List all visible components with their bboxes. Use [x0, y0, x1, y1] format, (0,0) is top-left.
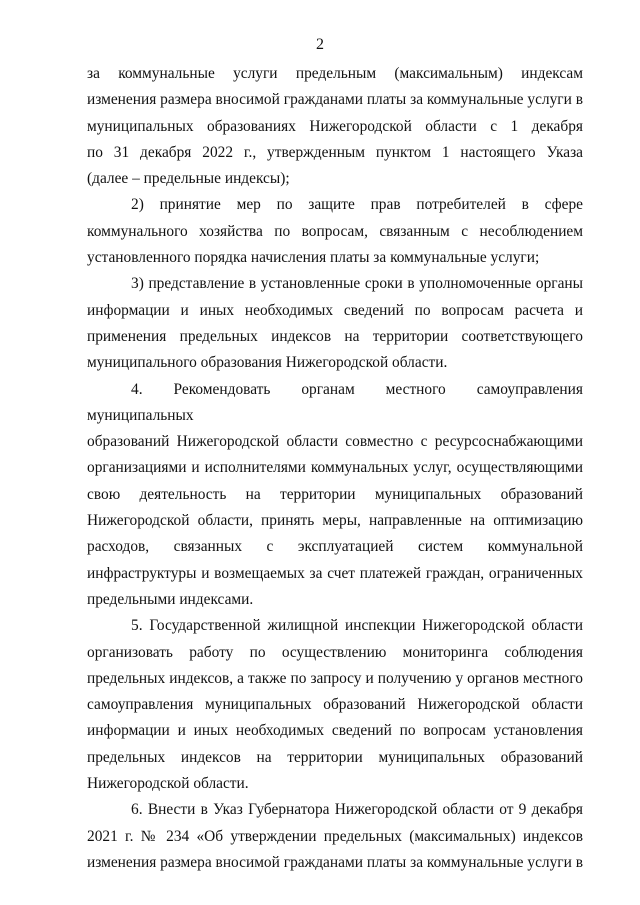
- text-line: свою деятельность на территории муниципальных образований: [87, 485, 583, 503]
- text-line: организовать работу по осуществлению мониторинга соблюдения: [87, 643, 583, 661]
- text-line: применения предельных индексов на территории соответствующего: [87, 327, 583, 345]
- text-line: образований Нижегородской области совместно с ресурсоснабжающими: [87, 433, 583, 451]
- text-line: по 31 декабря 2022 г., утвержденным пунктом 1 настоящего Указа: [87, 143, 583, 161]
- text-line: муниципальных образованиях Нижегородской области с 1 декабря: [87, 117, 583, 135]
- text-line: информации и иных необходимых сведений по вопросам расчета и: [87, 301, 583, 319]
- text-line: Нижегородской области.: [87, 775, 249, 793]
- text-line: изменения размера вносимой гражданами платы за коммунальные услуги в: [87, 91, 583, 109]
- text-line: 3) представление в установленные сроки в уполномоченные органы: [131, 275, 583, 293]
- text-line: изменения размера вносимой гражданами платы за коммунальные услуги в: [87, 853, 583, 871]
- text-line: установленного порядка начисления платы за коммунальные услуги;: [87, 249, 540, 267]
- text-line: 5. Государственной жилищной инспекции Нижегородской области: [131, 617, 583, 635]
- text-line: самоуправления муниципальных образований Нижегородской области: [87, 696, 583, 714]
- text-line: 4. Рекомендовать органам местного самоуправления муниципальных: [87, 380, 583, 424]
- text-line: Нижегородской области, принять меры, направленные на оптимизацию: [87, 512, 583, 530]
- text-line: 2021 г. № 234 «Об утверждении предельных (максимальных) индексов: [87, 827, 583, 845]
- text-line: инфраструктуры и возмещаемых за счет платежей граждан, ограниченных: [87, 564, 583, 582]
- text-line: организациями и исполнителями коммунальных услуг, осуществляющими: [87, 459, 583, 477]
- text-line: предельных индексов на территории муниципальных образований: [87, 748, 583, 766]
- text-line: за коммунальные услуги предельным (максимальным) индексам: [87, 65, 583, 82]
- text-line: расходов, связанных с эксплуатацией систем коммунальной: [87, 538, 583, 556]
- text-line: информации и иных необходимых сведений по вопросам установления: [87, 722, 583, 740]
- text-line: (далее – предельные индексы);: [87, 170, 290, 188]
- text-line: предельными индексами.: [87, 590, 254, 608]
- document-body: [87, 61, 583, 876]
- text-line: 6. Внести в Указ Губернатора Нижегородской области от 9 декабря: [131, 801, 583, 819]
- text-line: 2) принятие мер по защите прав потребителей в сфере: [131, 196, 583, 214]
- text-line: предельных индексов, а также по запросу и получению у органов местного: [87, 669, 583, 687]
- page-number: 2: [316, 36, 324, 53]
- text-line: муниципального образования Нижегородской области.: [87, 354, 448, 372]
- text-line: коммунального хозяйства по вопросам, связанным с несоблюдением: [87, 222, 583, 240]
